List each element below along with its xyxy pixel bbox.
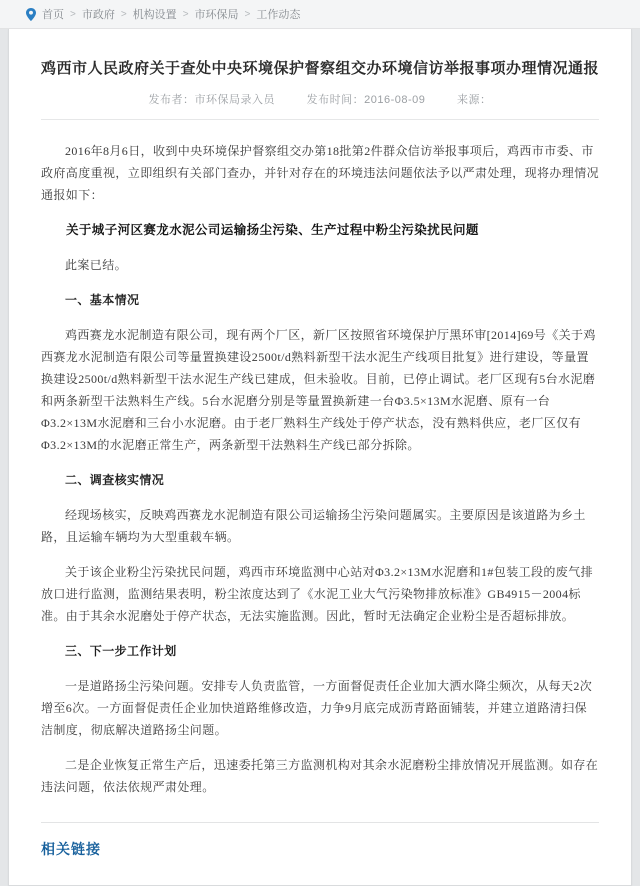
section-heading-basic-info: 一、基本情况 bbox=[65, 293, 140, 307]
paragraph-investigation-2: 关于该企业粉尘污染扰民问题，鸡西市环境监测中心站对Φ3.2×13M水泥磨和1#包装工段的废气排放口进行监测，监测结果表明，粉尘浓度达到了《水泥工业大气污染物排放标准》GB4915－2004标准。由于其余水泥磨处于停产状态，无法实施监测。因此，暂时无法确定企业粉尘是否超标排放。 bbox=[41, 565, 594, 623]
page-title: 鸡西市人民政府关于查处中央环境保护督察组交办环境信访举报事项办理情况通报 bbox=[41, 60, 600, 77]
section-heading-investigation: 二、调查核实情况 bbox=[65, 473, 165, 487]
breadcrumb-separator: > bbox=[244, 8, 251, 20]
location-pin-icon bbox=[26, 8, 36, 21]
publish-time-value: 2016-08-09 bbox=[364, 94, 426, 106]
paragraph-case-closed: 此案已结。 bbox=[65, 258, 128, 272]
meta-publish-time bbox=[307, 94, 426, 106]
article-body bbox=[41, 140, 599, 798]
related-links-heading[interactable]: 相关链接 bbox=[41, 841, 101, 857]
breadcrumb bbox=[0, 0, 640, 29]
paragraph-next-step-1: 一是道路扬尘污染问题。安排专人负责监管，一方面督促责任企业加大洒水降尘频次，从每天2次增至6次。一方面督促责任企业加快道路维修改造，力争9月底完成沥青路面铺装，并建立道路清扫保洁制度，彻底解决道路扬尘问题。 bbox=[41, 679, 593, 737]
breadcrumb-item-epa-bureau[interactable]: 市环保局 bbox=[194, 9, 239, 21]
breadcrumb-item-home[interactable]: 首页 bbox=[42, 9, 64, 21]
issue-subheading: 关于城子河区赛龙水泥公司运输扬尘污染、生产过程中粉尘污染扰民问题 bbox=[66, 223, 479, 237]
paragraph-intro: 2016年8月6日，收到中央环境保护督察组交办第18批第2件群众信访举报事项后，鸡西市市委、市政府高度重视，立即组织有关部门查办，并针对存在的环境违法问题依法予以严肃处理，现将办理情况通报如下： bbox=[41, 144, 600, 202]
breadcrumb-separator: > bbox=[120, 8, 127, 20]
meta-divider bbox=[41, 119, 599, 120]
paragraph-investigation-1: 经现场核实，反映鸡西赛龙水泥制造有限公司运输扬尘污染问题属实。主要原因是该道路为乡土路，且运输车辆均为大型重载车辆。 bbox=[41, 508, 586, 544]
paragraph-next-step-2: 二是企业恢复正常生产后，迅速委托第三方监测机构对其余水泥磨粉尘排放情况开展监测。如存在违法问题，依法依规严肃处理。 bbox=[41, 758, 599, 794]
breadcrumb-item-city-gov[interactable]: 市政府 bbox=[81, 9, 115, 21]
breadcrumb-separator: > bbox=[182, 8, 189, 20]
breadcrumb-item-work-news[interactable]: 工作动态 bbox=[256, 9, 301, 21]
footer-divider bbox=[41, 822, 599, 823]
section-heading-next-steps: 三、下一步工作计划 bbox=[65, 644, 177, 658]
source-label: 来源： bbox=[456, 94, 492, 106]
article-card bbox=[8, 29, 632, 886]
publisher-label: 发布者： bbox=[148, 94, 195, 106]
meta-source bbox=[457, 94, 492, 106]
breadcrumb-separator: > bbox=[70, 8, 76, 20]
breadcrumb-item-org-setup[interactable]: 机构设置 bbox=[132, 9, 177, 21]
publisher-value: 市环保局录入员 bbox=[194, 94, 276, 106]
publish-time-label: 发布时间： bbox=[306, 94, 365, 106]
paragraph-basic-info: 鸡西赛龙水泥制造有限公司，现有两个厂区，新厂区按照省环境保护厅黑环审[2014]69号《关于鸡西赛龙水泥制造有限公司等量置换建设2500t/d熟料新型干法水泥生产线项目批复》进行建设，等量置换建设2500t/d熟料新型干法水泥生产线已建成，但未验收。目前，已停止调试。老厂区现有5台水泥磨和两条新型干法熟料生产线。5台水泥磨分别是等量置换新建一台Φ3.5×13M水泥磨、原有一台Φ3.2×13M水泥磨和三台小水泥磨。由于老厂熟料生产线处于停产状态，没有熟料供应，老厂区仅有Φ3.2×13M的水泥磨正常生产，两条新型干法熟料生产线已部分拆除。 bbox=[41, 328, 596, 452]
article-meta bbox=[41, 91, 599, 107]
meta-publisher bbox=[149, 94, 276, 106]
